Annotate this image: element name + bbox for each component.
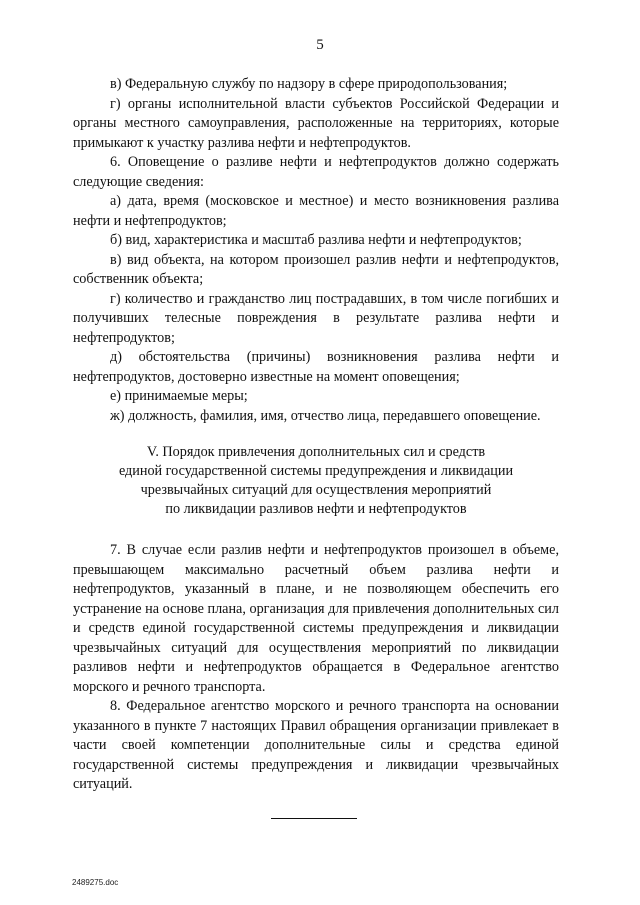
paragraph: 6. Оповещение о разливе нефти и нефтепродуктов должно содержать следующие сведения: [73,154,559,190]
list-item: г) количество и гражданство лиц пострадавших, в том числе погибших и получивших телесные повреждения в результате разлива нефти и нефтепродуктов; [73,290,559,346]
list-item: ж) должность, фамилия, имя, отчество лица, передавшего оповещение. [110,407,541,424]
paragraph: 7. В случае если разлив нефти и нефтепродуктов произошел в объеме, превышающем максимально расчетный объем разлива нефти и нефтепродуктов, указанный в плане, и не позволяющем обеспечить его устранение на основе плана, организация для привлечения дополнительных сил и средств единой государственной системы предупреждения и ликвидации чрезвычайных ситуаций для осуществления мероприятий по ликвидации разливов нефти и нефтепродуктов обращается в Федеральное агентство морского и речного транспорта. [73,542,559,695]
list-item: в) вид объекта, на котором произошел разлив нефти и нефтепродуктов, собственник объекта; [73,251,559,287]
list-item: д) обстоятельства (причины) возникновения разлива нефти и нефтепродуктов, достоверно известные на момент оповещения; [73,349,559,385]
footnote-separator [271,818,357,819]
list-item: е) принимаемые меры; [110,388,248,404]
document-body [73,75,559,795]
section-heading-line: чрезвычайных ситуаций для осуществления мероприятий [140,482,492,498]
section-heading-line: единой государственной системы предупреждения и ликвидации [118,463,514,479]
page-number: 5 [316,37,324,53]
list-item: б) вид, характеристика и масштаб разлива нефти и нефтепродуктов; [110,232,522,248]
section-heading-line: V. Порядок привлечения дополнительных сил и средств [146,444,486,460]
document-id: 2489275.doc [72,878,119,887]
section-heading-line: по ликвидации разливов нефти и нефтепродуктов [165,501,467,517]
list-item: а) дата, время (московское и местное) и место возникновения разлива нефти и нефтепродуктов; [73,193,559,229]
list-item: г) органы исполнительной власти субъектов Российской Федерации и органы местного самоуправления, расположенные на территориях, которые примыкают к участку разлива нефти и нефтепродуктов. [73,95,559,151]
list-item: в) Федеральную службу по надзору в сфере природопользования; [110,76,508,92]
paragraph: 8. Федеральное агентство морского и речного транспорта на основании указанного в пункте 7 настоящих Правил обращения организации привлекает в части своей компетенции дополнительные силы и средства единой государственной системы предупреждения и ликвидации чрезвычайных ситуаций. [73,698,559,792]
section-heading [73,443,559,519]
